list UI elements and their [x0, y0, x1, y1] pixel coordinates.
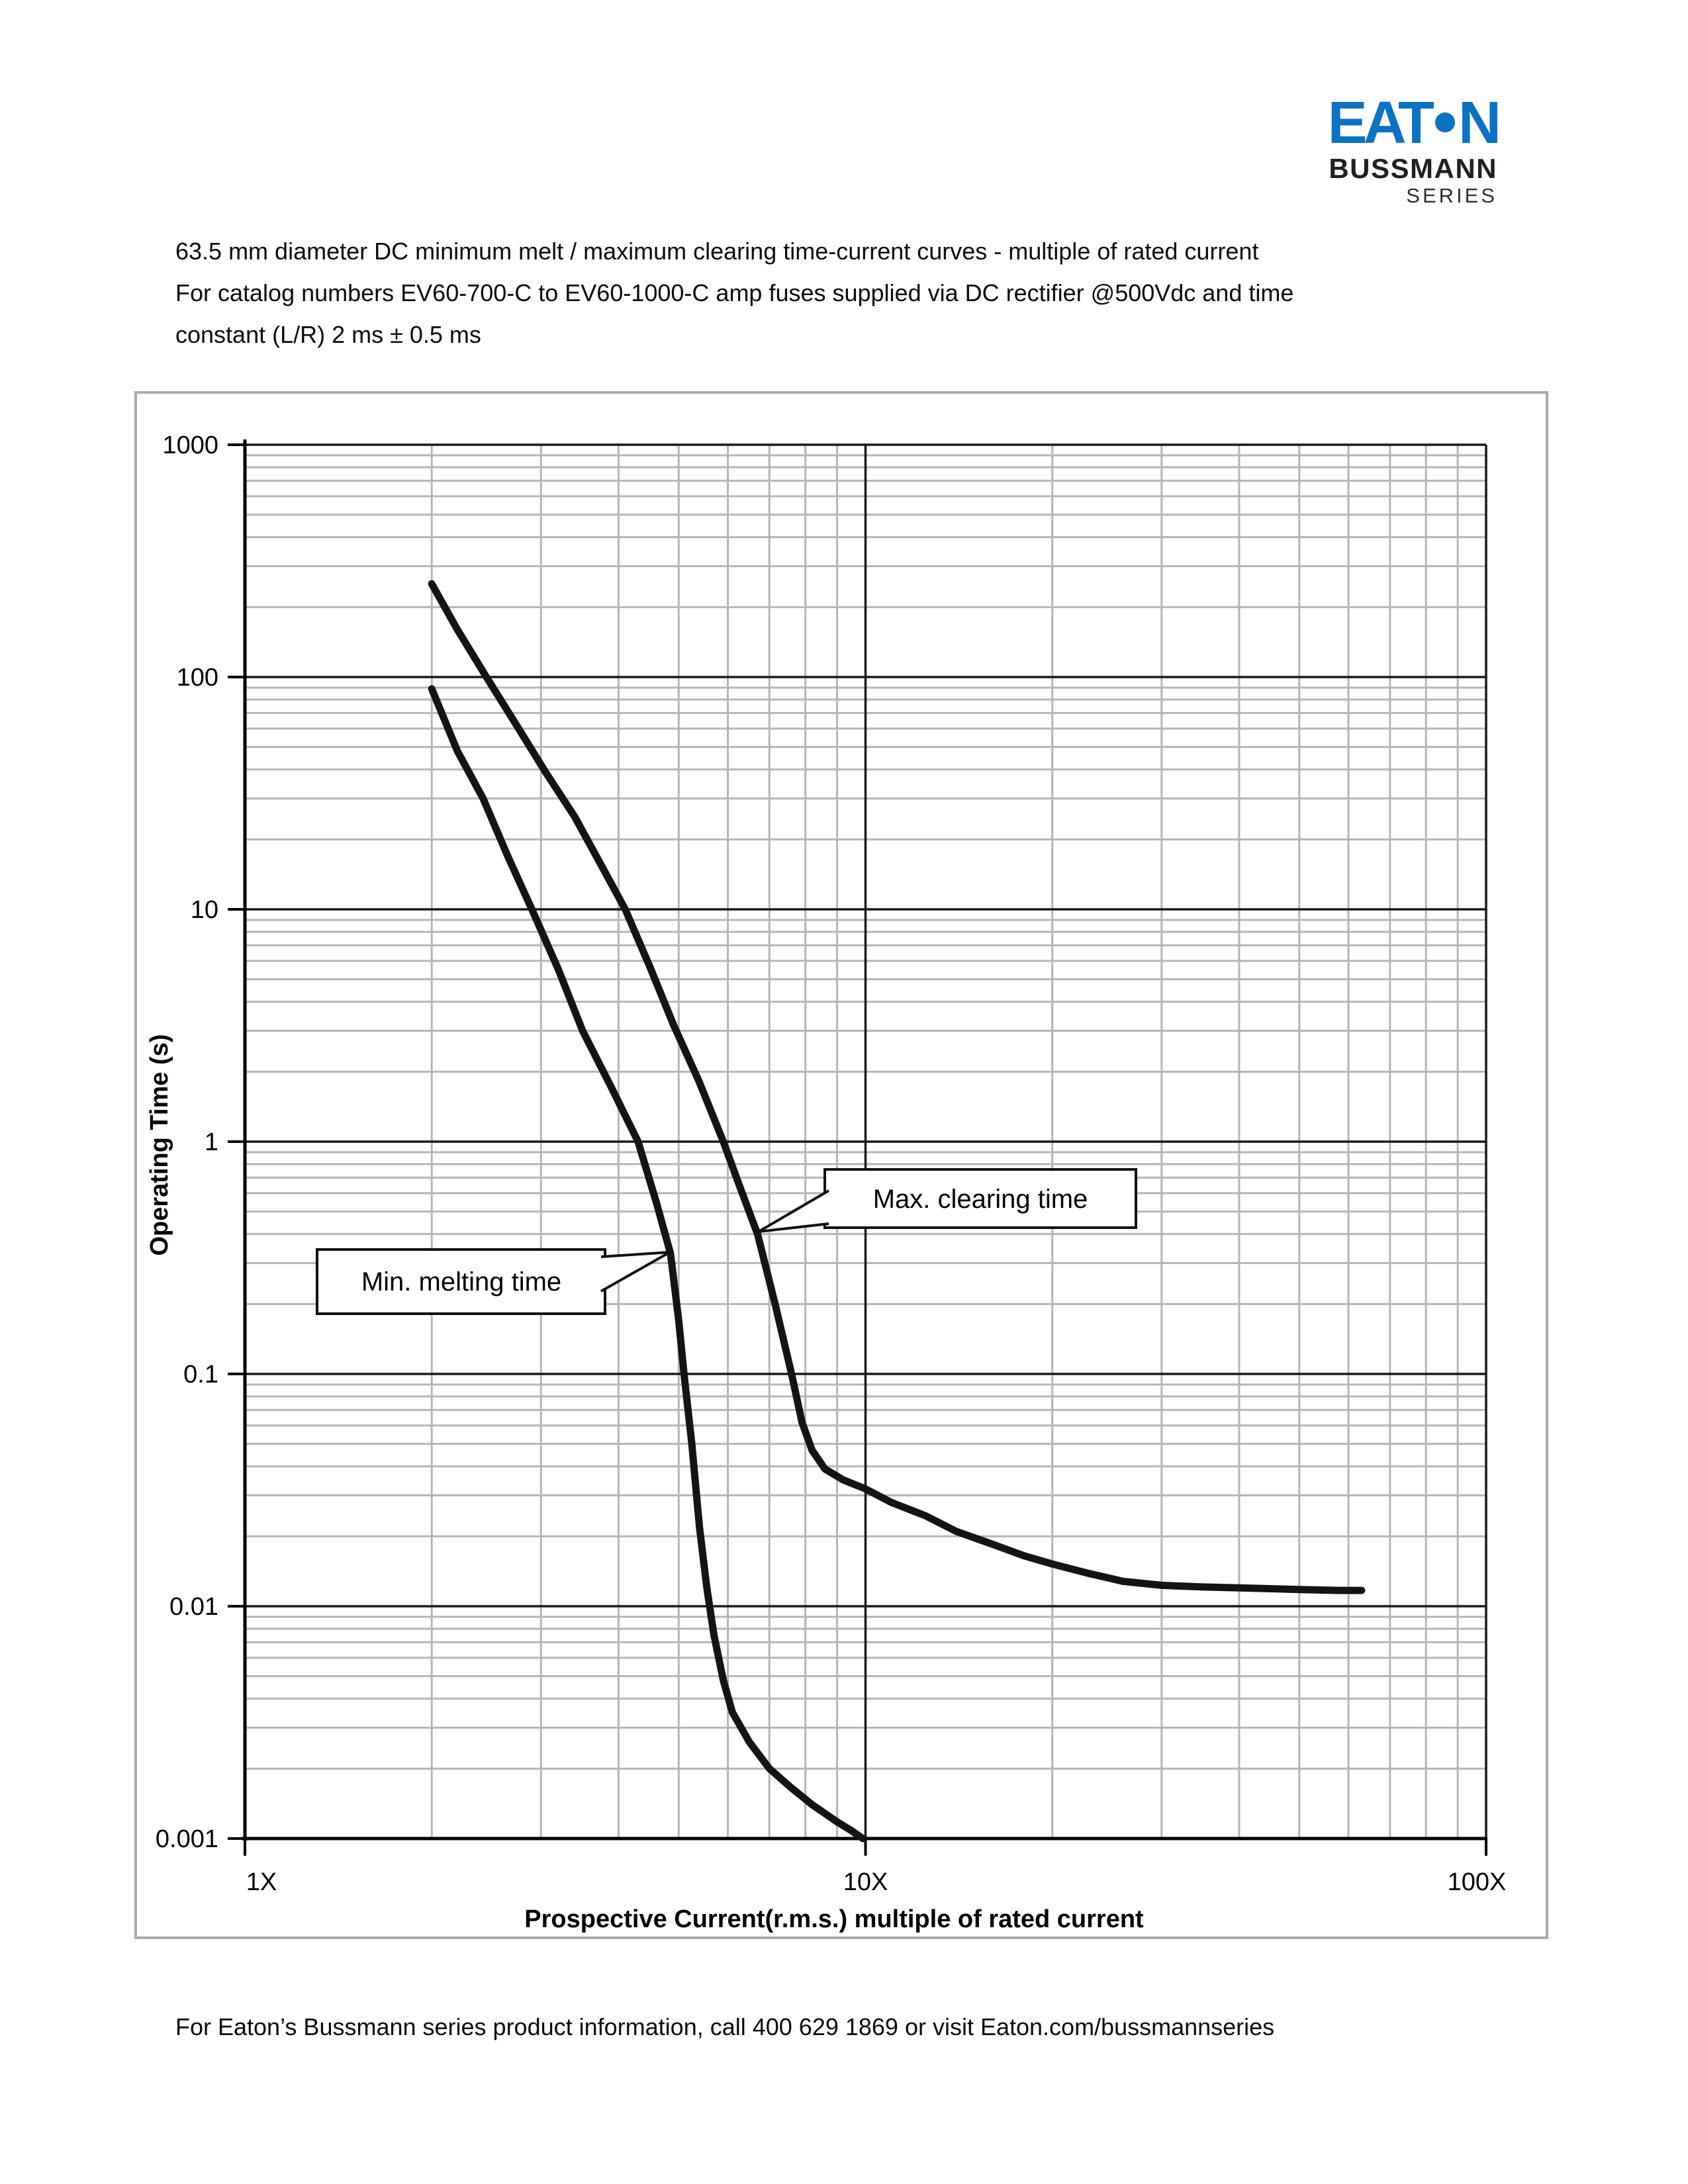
y-tick-label: 0.01	[169, 1593, 218, 1621]
y-tick-label: 10	[190, 896, 218, 924]
y-tick-label: 1000	[162, 432, 218, 459]
series-wordmark: SERIES	[1406, 183, 1497, 207]
chart-heading-line-3: constant (L/R) 2 ms ± 0.5 ms	[175, 321, 481, 348]
min-melting-time-label: Min. melting time	[361, 1267, 562, 1297]
x-tick-label: 10X	[843, 1868, 888, 1896]
y-tick-label: 100	[176, 664, 218, 692]
y-tick-label: 1	[204, 1128, 218, 1156]
y-tick-label: 0.1	[183, 1361, 218, 1388]
bussmann-wordmark: BUSSMANN	[1329, 152, 1497, 184]
x-tick-label: 1X	[246, 1868, 277, 1896]
chart-heading-line-1: 63.5 mm diameter DC minimum melt / maximum clearing time-current curves - multiple of rated current	[175, 238, 1259, 265]
eaton-wordmark-right: N	[1458, 90, 1497, 156]
x-axis-title: Prospective Current(r.m.s.) multiple of rated current	[524, 1905, 1144, 1933]
eaton-wordmark-left: EAT	[1327, 90, 1430, 156]
footer-text: For Eaton’s Bussmann series product information, call 400 629 1869 or visit Eaton.com/bussmannseries	[175, 2013, 1275, 2040]
chart-heading-line-2: For catalog numbers EV60-700-C to EV60-1000-C amp fuses supplied via DC rectifier @500Vdc and time	[175, 279, 1294, 306]
max-clearing-time-label: Max. clearing time	[872, 1185, 1088, 1214]
x-tick-label: 100X	[1447, 1868, 1507, 1896]
y-tick-label: 0.001	[155, 1825, 218, 1853]
y-axis-title: Operating Time (s)	[146, 1034, 173, 1256]
